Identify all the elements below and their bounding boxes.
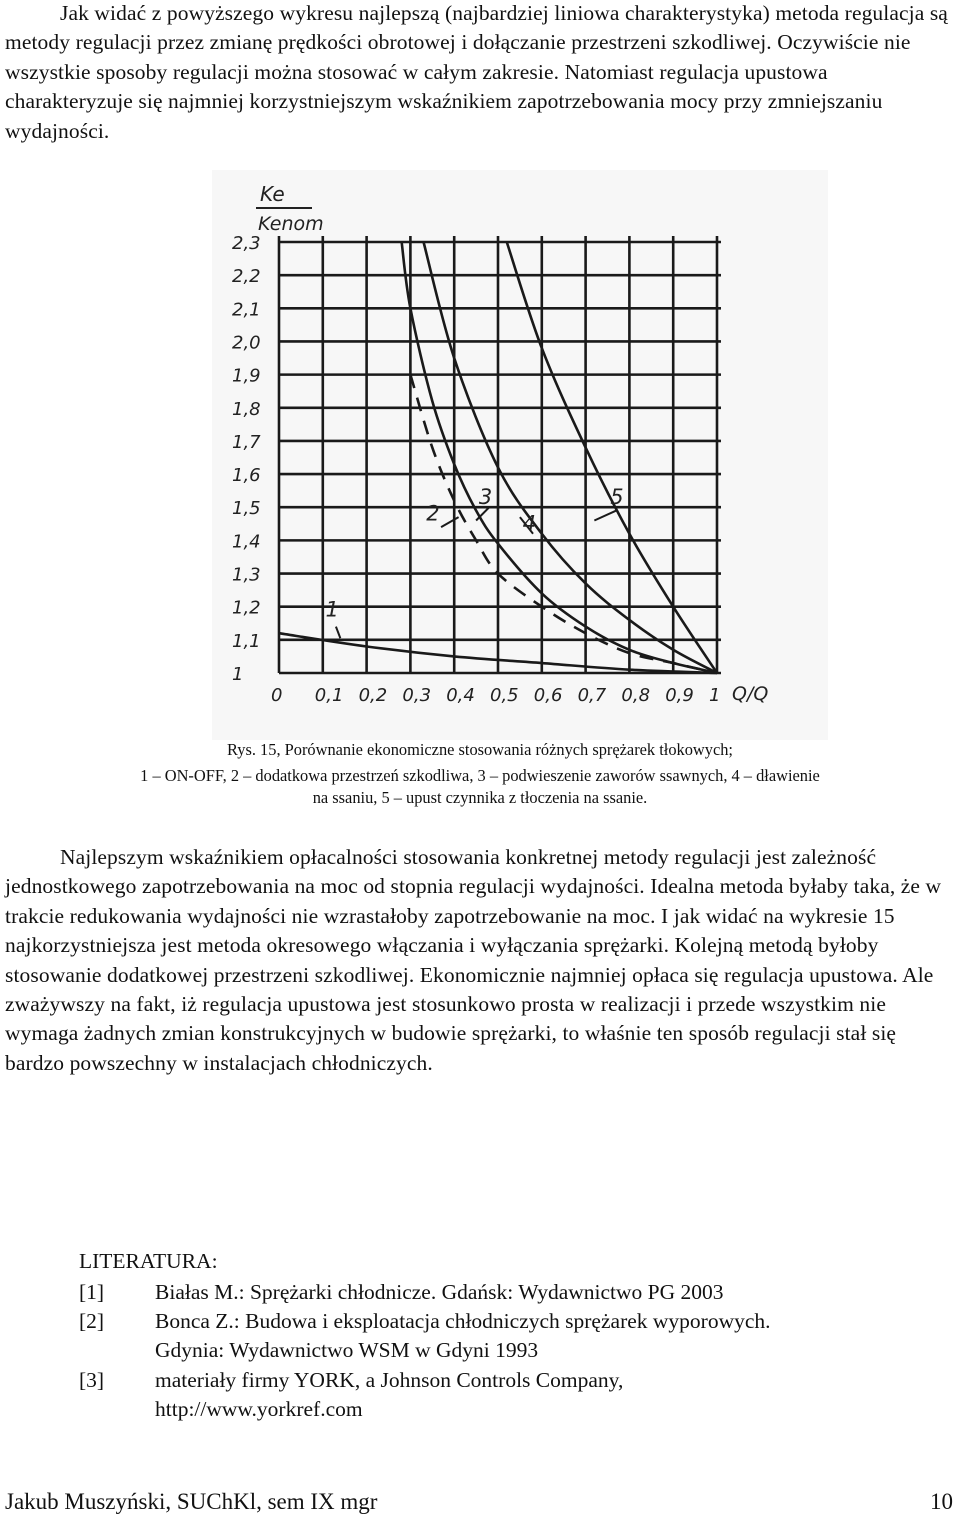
literature-ref-3 <box>79 1366 623 1425</box>
x-tick-label: 0,5 <box>490 685 519 706</box>
footer-author: Jakub Muszyński, SUChKl, sem IX mgr <box>5 1489 378 1514</box>
series-2-label: 2 <box>426 501 440 526</box>
chart-labels <box>232 233 720 706</box>
series-2-line <box>410 375 717 673</box>
y-tick-label: 2,2 <box>232 266 261 288</box>
intro-text: Jak widać z powyższego wykresu najlepszą (najbardziej liniowa charakterystyka) metoda regulacja są metody regulacji przez zmianę prędkości obrotowej i dołączanie przestrzeni szkodliwej. Oczywiście nie wszystkie sposoby regulacji można stosować w całym zakresie. Natomiast regulacja upustowa charakteryzuje się najmniej korzystniejszym wskaźnikiem zapotrzebowania mocy przy zmniejszaniu wydajności. <box>5 1 948 143</box>
y-tick-label: 1,2 <box>232 597 261 619</box>
y-tick-label: 1,6 <box>232 465 261 487</box>
x-tick-label: 0,8 <box>621 685 651 706</box>
y-tick-label: 1,3 <box>232 564 261 586</box>
series-5-line <box>507 242 717 673</box>
x-tick-label: 0,3 <box>402 685 432 706</box>
series-5-leader <box>594 511 616 521</box>
figure-caption-line-2: 1 – ON-OFF, 2 – dodatkowa przestrzeń szkodliwa, 3 – podwieszenie zaworów ssawnych, 4 – dławienie <box>140 766 820 785</box>
series-3-label: 3 <box>478 484 493 509</box>
ref-url: http://www.yorkref.com <box>155 1397 363 1422</box>
x-tick-label: 0 <box>271 685 283 706</box>
y-tick-label: 1,7 <box>232 431 261 453</box>
y-axis-label-top: Ke <box>260 182 285 206</box>
literature-heading: LITERATURA: <box>79 1249 218 1273</box>
series-5-label: 5 <box>610 484 624 509</box>
ref-number: [1] <box>79 1280 105 1304</box>
figure-caption-line-1: Rys. 15, Porównanie ekonomiczne stosowania różnych sprężarek tłokowych; <box>227 740 733 759</box>
series-4-label: 4 <box>522 511 537 536</box>
ref-number: [2] <box>79 1309 105 1333</box>
series-2-leader <box>441 517 459 527</box>
x-tick-label: 0,2 <box>358 685 388 706</box>
y-tick-label: 1,8 <box>232 398 261 420</box>
ref-text-continuation: Gdynia: Wydawnictwo WSM w Gdyni 1993 <box>155 1338 539 1363</box>
y-tick-label: 1,5 <box>232 498 261 520</box>
page-number: 10 <box>930 1489 953 1514</box>
x-axis-label: Q/Q <box>732 683 769 705</box>
chart-figure <box>212 170 828 740</box>
literature-ref-1 <box>79 1278 724 1307</box>
y-tick-label: 2,0 <box>232 332 261 354</box>
literature-ref-2 <box>79 1307 771 1366</box>
intro-paragraph <box>5 0 955 146</box>
ref-text: materiały firmy YORK, a Johnson Controls Company, <box>155 1368 624 1392</box>
y-tick-label: 1 <box>232 664 244 685</box>
y-axis-label-bottom: Kenom <box>258 213 324 235</box>
x-tick-label: 1 <box>709 685 721 706</box>
series-1-label: 1 <box>325 597 339 622</box>
chart-svg <box>212 170 828 740</box>
figure-caption-line-3: na ssaniu, 5 – upust czynnika z tłoczenia na ssanie. <box>312 788 648 807</box>
y-tick-label: 2,1 <box>232 299 261 321</box>
x-tick-label: 0,7 <box>577 685 607 706</box>
x-tick-label: 0,4 <box>446 685 475 706</box>
x-tick-label: 0,9 <box>665 685 694 706</box>
ref-text: Białas M.: Sprężarki chłodnicze. Gdańsk: Wydawnictwo PG 2003 <box>155 1280 724 1304</box>
y-tick-label: 1,4 <box>232 531 261 553</box>
y-tick-label: 1,1 <box>232 630 261 652</box>
series-1-leader <box>336 627 340 639</box>
y-tick-label: 1,9 <box>232 365 261 387</box>
body-text: Najlepszym wskaźnikiem opłacalności stosowania konkretnej metody regulacji jest zależność jednostkowego zapotrzebowania na moc od stopnia regulacji wydajności. Idealna metoda byłaby taka, że w trakcie redukowania wydajności nie wzrastałoby zapotrzebowanie na moc. I jak widać na wykresie 15 najkorzystniejsza jest metoda okresowego włączania i wyłączania sprężarki. Kolejną metodą byłoby stosowanie dodatkowej przestrzeni szkodliwej. Ekonomicznie najmniej opłaca się regulacja upustowa. Ale zważywszy na fakt, iż regulacja upustowa jest stosunkowo prosta w realizacji i przede wszystkim nie wymaga żadnych zmian konstrukcyjnych w budowie sprężarki, to właśnie ten sposób regulacji stał się bardzo powszechny w instalacjach chłodniczych. <box>5 845 942 1075</box>
body-paragraph <box>5 843 955 1078</box>
series-3-line <box>402 242 717 673</box>
x-tick-label: 0,6 <box>533 685 563 706</box>
ref-number: [3] <box>79 1368 105 1392</box>
ref-text: Bonca Z.: Budowa i eksploatacja chłodniczych sprężarek wyporowych. <box>155 1309 771 1333</box>
y-tick-label: 2,3 <box>232 233 261 254</box>
chart-grid <box>279 236 721 673</box>
x-tick-label: 0,1 <box>314 685 344 706</box>
